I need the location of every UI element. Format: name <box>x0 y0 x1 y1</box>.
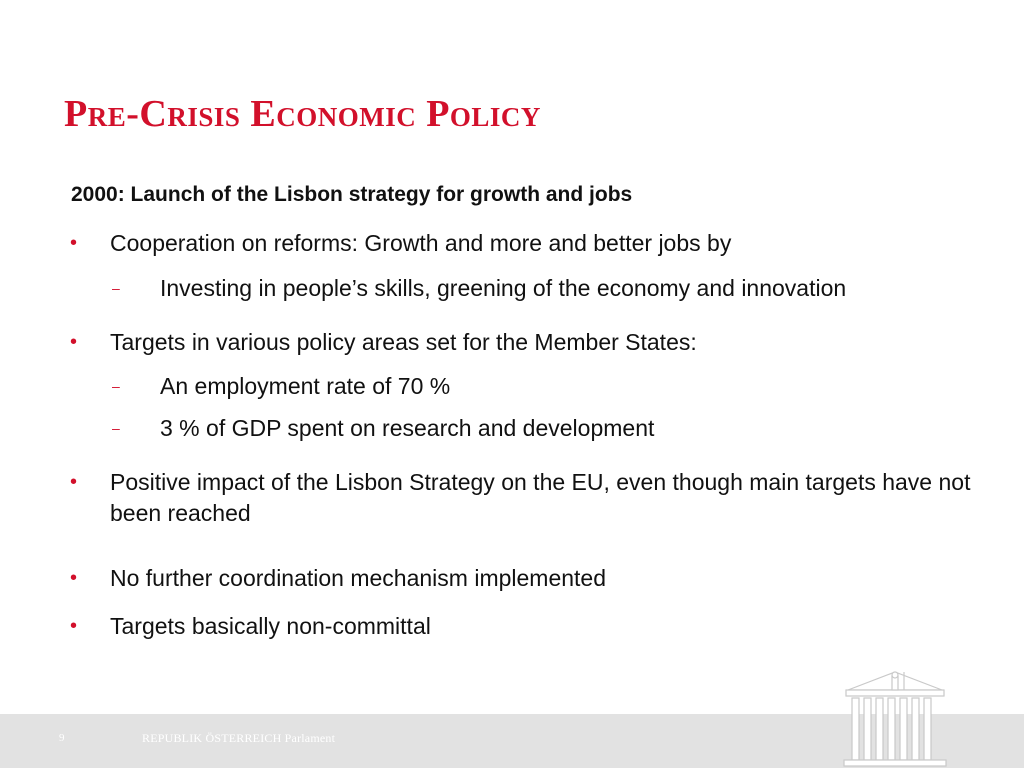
sub-bullet-item <box>112 371 451 402</box>
bullet-marker: • <box>70 471 78 493</box>
sub-bullet-item <box>112 413 655 444</box>
dash-marker: – <box>112 280 120 296</box>
bullet-marker: • <box>70 232 78 254</box>
page-number: 9 <box>59 732 65 744</box>
sub-bullet-text: An employment rate of 70 % <box>160 373 451 399</box>
bullet-item <box>70 228 980 259</box>
bullet-text: Targets in various policy areas set for the Member States: <box>110 329 697 355</box>
sub-bullet-item <box>112 273 847 304</box>
bullet-text: Positive impact of the Lisbon Strategy on the EU, even though main targets have not been reached <box>110 469 971 526</box>
bullet-item <box>70 611 980 642</box>
sub-bullet-text: 3 % of GDP spent on research and development <box>160 415 655 441</box>
bullet-text: No further coordination mechanism implemented <box>110 565 607 591</box>
footer-text: REPUBLIK ÖSTERREICH Parlament <box>142 731 336 745</box>
bullet-marker: • <box>70 615 78 637</box>
bullet-item <box>70 563 980 594</box>
parliament-building-logo-icon <box>840 668 950 768</box>
bullet-marker: • <box>70 567 78 589</box>
bullet-item <box>70 327 980 358</box>
bullet-text: Cooperation on reforms: Growth and more and better jobs by <box>110 230 732 256</box>
subheading: 2000: Launch of the Lisbon strategy for growth and jobs <box>71 183 633 206</box>
bullet-marker: • <box>70 331 78 353</box>
dash-marker: – <box>112 378 120 394</box>
sub-bullet-text: Investing in people’s skills, greening of the economy and innovation <box>160 275 847 301</box>
bullet-text: Targets basically non-committal <box>110 613 431 639</box>
slide-title: Pre-Crisis Economic Policy <box>64 93 541 135</box>
bullet-item <box>70 467 980 529</box>
dash-marker: – <box>112 420 120 436</box>
